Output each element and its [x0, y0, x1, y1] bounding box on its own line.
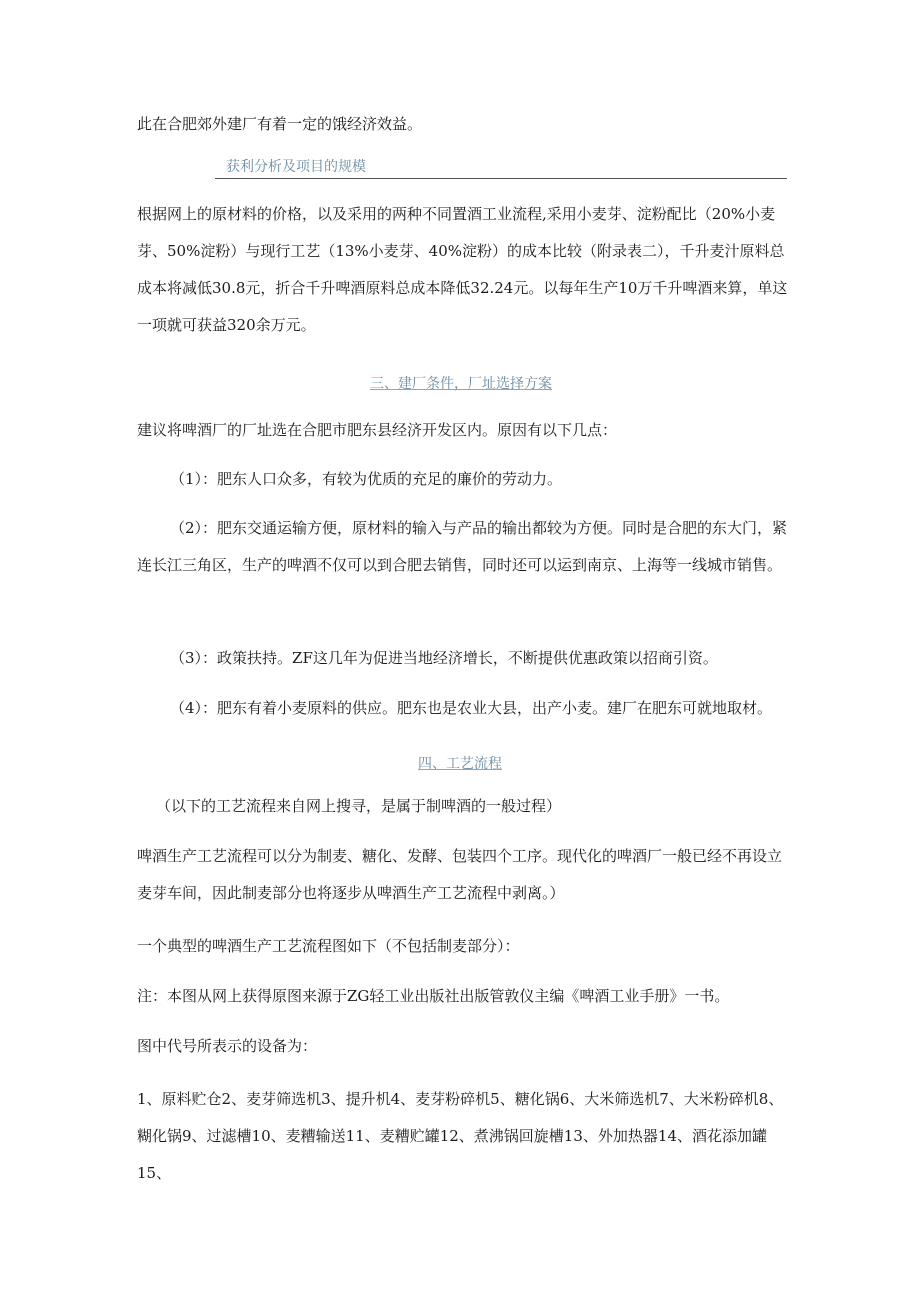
section-heading-profit-analysis: 获利分析及项目的规模 — [226, 159, 366, 175]
heading-underline-rule — [215, 178, 787, 179]
paragraph-equipment-list: 1、原料贮仓2、麦芽筛选机3、提升机4、麦芽粉碎机5、糖化锅6、大米筛选机7、大米粉碎机8、糊化锅9、过滤槽10、麦糟输送11、麦糟贮罐12、煮沸锅回旋槽13、外加热器14、酒花添加罐15、 — [137, 1090, 784, 1182]
paragraph-equipment-codes-intro: 图中代号所表示的设备为： — [137, 1037, 318, 1055]
section-heading-process-flow: 四、工艺流程 — [418, 756, 502, 772]
paragraph-figure-note: 注：本图从网上获得原图来源于ZG轻工业出版社出版管敦仪主编《啤酒工业手册》一书。 — [137, 987, 730, 1005]
paragraph-profit-analysis: 根据网上的原材料的价格，以及采用的两种不同置酒工业流程,采用小麦芽、淀粉配比（20%小麦芽、50%淀粉）与现行工艺（13%小麦芽、40%淀粉）的成本比较（附录表二），千升麦汁原料总成本将减低30.8元，折合千升啤酒原料总成本降低32.24元。以每年生产10万千升啤酒来算，单这一项就可获益320余万元。 — [137, 205, 788, 334]
paragraph-economic-benefit: 此在合肥郊外建厂有着一定的饿经济效益。 — [137, 115, 423, 133]
list-item-reason-2: （2）：肥东交通运输方便，原材料的输入与产品的输出都较为方便。同时是合肥的东大门，紧连长江三角区，生产的啤酒不仅可以到合肥去销售，同时还可以运到南京、上海等一线城市销售。 — [137, 519, 788, 574]
list-item-reason-4: （4）：肥东有着小麦原料的供应。肥东也是农业大县，出产小麦。建厂在肥东可就地取材。 — [170, 699, 773, 717]
paragraph-site-recommendation: 建议将啤酒厂的厂址选在合肥市肥东县经济开发区内。原因有以下几点： — [137, 421, 618, 439]
list-item-reason-1: （1）：肥东人口众多，有较为优质的充足的廉价的劳动力。 — [170, 470, 563, 488]
section-heading-site-selection: 三、建厂条件，厂址选择方案 — [370, 376, 552, 392]
paragraph-process-source-note: （以下的工艺流程来自网上搜寻，是属于制啤酒的一般过程） — [156, 797, 562, 815]
paragraph-process-overview: 啤酒生产工艺流程可以分为制麦、糖化、发酵、包装四个工序。现代化的啤酒厂一般已经不再设立麦芽车间，因此制麦部分也将逐步从啤酒生产工艺流程中剥离。） — [137, 847, 783, 902]
list-item-reason-3: （3）：政策扶持。ZF这几年为促进当地经济增长，不断提供优惠政策以招商引资。 — [170, 649, 718, 667]
paragraph-flowchart-intro: 一个典型的啤酒生产工艺流程图如下（不包括制麦部分）： — [137, 937, 520, 955]
